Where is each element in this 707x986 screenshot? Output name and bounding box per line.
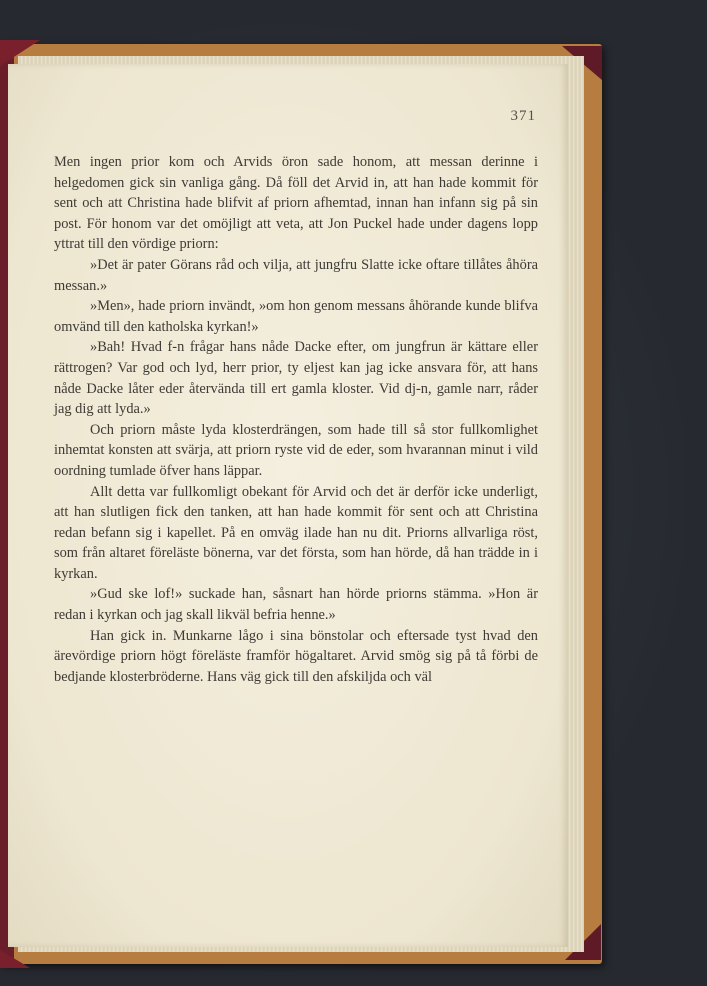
paragraph: Och priorn måste lyda klosterdrängen, som hade till så stor fullkomlighet inhemtat konsten att svärja, att priorn ryste vid de eder, som hvarannan minut i vild oordning tumlade öfver hans läppar. (54, 421, 538, 479)
paragraph: »Gud ske lof!» suckade han, såsnart han hörde priorns stämma. »Hon är redan i kyrkan och jag skall likväl befria henne.» (54, 586, 538, 624)
paragraph: »Det är pater Görans råd och vilja, att jungfru Slatte icke oftare tillåtes åhöra messan.» (54, 256, 538, 294)
book-page (8, 64, 568, 947)
paragraph: Men ingen prior kom och Arvids öron sade honom, att messan derinne i helgedomen gick sin vanliga gång. Då föll det Arvid in, att han hade kommit för sent och att Christina hade blifvit af priorn afhemtad, innan han infann sig på sin post. För honom var det omöjligt att veta, att Jon Puckel hade under dagens lopp yttrat till den vördige priorn: (54, 154, 538, 253)
paragraph: Allt detta var fullkomligt obekant för Arvid och det är derför icke underligt, att han slutligen fick den tanken, att han hade kommit för sent och att Christina redan befann sig i kapellet. På en omväg ilade han nu dit. Priorns allvarliga röst, som från altaret föreläste bönerna, var det första, som han hörde, då han trädde in i kyrkan. (54, 483, 538, 582)
leather-corner-bottom-left (0, 950, 30, 968)
paragraph: »Bah! Hvad f-n frågar hans nåde Dacke efter, om jungfrun är kättare eller rättrogen? Var god och lyd, herr prior, ty eljest kan jag icke ansvara för, att hans nåde Dacke låter eder återvända till ert gamla kloster. Vid dj-n, gamle narr, råder jag dig att lyda.» (54, 339, 538, 418)
paragraph: »Men», hade priorn invändt, »om hon genom messans åhörande kunde blifva omvänd till den katholska kyrkan!» (54, 298, 538, 335)
page-number: 371 (510, 108, 536, 124)
paragraph: Han gick in. Munkarne lågo i sina bönstolar och eftersade tyst hvad den ärevördige priorn högt föreläste framför högaltaret. Arvid smög sig på tå förbi de bedjande klosterbröderne. Hans väg gick till den afskiljda och väl (54, 627, 538, 685)
page-text (54, 152, 538, 687)
